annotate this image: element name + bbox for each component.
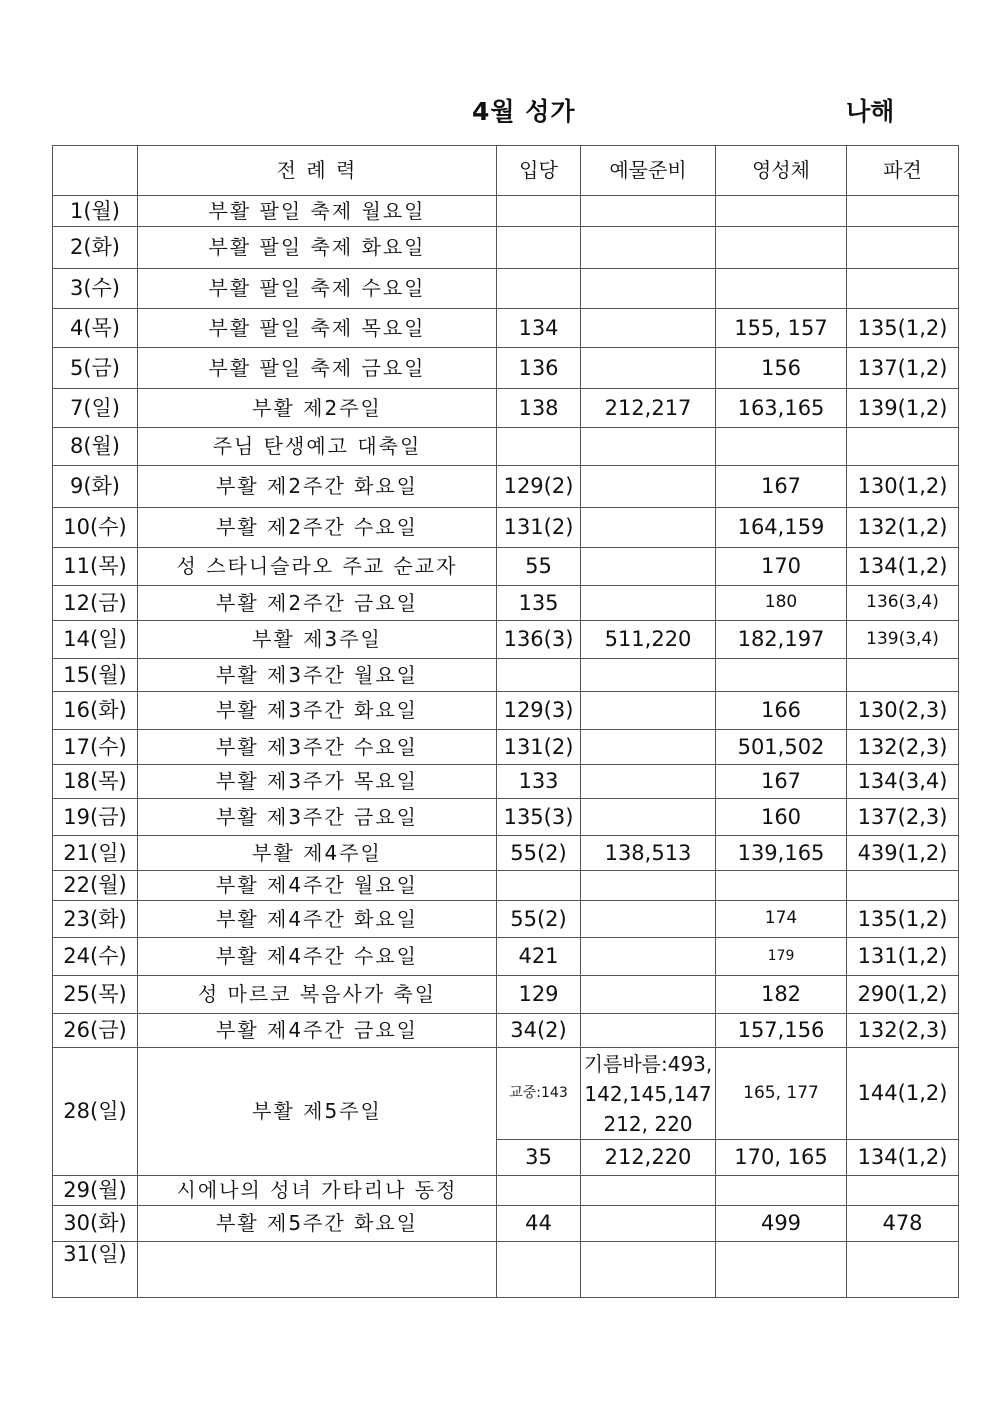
dismissal-cell: 478: [847, 1206, 959, 1242]
communion-cell: 182: [716, 976, 847, 1014]
entrance-cell: [497, 428, 581, 466]
entrance-cell: 55: [497, 548, 581, 586]
entrance-cell: 133: [497, 765, 581, 799]
entrance-cell: [497, 1242, 581, 1298]
dismissal-cell: 144(1,2): [847, 1048, 959, 1140]
liturgy-cell: 부활 제4주간 월요일: [138, 871, 497, 901]
communion-cell: [716, 659, 847, 692]
communion-cell: [716, 227, 847, 269]
table-row: [53, 836, 959, 871]
offertory-cell: [581, 1206, 716, 1242]
communion-cell: 167: [716, 765, 847, 799]
hymn-schedule-table: [52, 145, 959, 1298]
table-row: [53, 621, 959, 659]
dismissal-cell: [847, 871, 959, 901]
liturgy-cell: 부활 제3주간 화요일: [138, 692, 497, 730]
day-cell: 29(월): [53, 1176, 138, 1206]
offertory-cell: [581, 871, 716, 901]
dismissal-cell: 134(1,2): [847, 548, 959, 586]
liturgy-cell: 부활 제3주일: [138, 621, 497, 659]
offertory-cell: [581, 1014, 716, 1048]
table-row: [53, 196, 959, 227]
communion-cell: 501,502: [716, 730, 847, 765]
offertory-line: 142,145,147: [584, 1081, 712, 1106]
communion-cell: [716, 1242, 847, 1298]
day-cell: 23(화): [53, 901, 138, 938]
entrance-cell: [497, 196, 581, 227]
day-cell: 16(화): [53, 692, 138, 730]
day-cell: 10(수): [53, 508, 138, 548]
entrance-cell: 138: [497, 389, 581, 428]
liturgy-cell: 부활 제3주간 월요일: [138, 659, 497, 692]
liturgy-cell: 부활 제2주일: [138, 389, 497, 428]
offertory-cell: [581, 466, 716, 508]
liturgy-cell: 부활 팔일 축제 화요일: [138, 227, 497, 269]
communion-cell: [716, 428, 847, 466]
table-row: [53, 1206, 959, 1242]
dismissal-cell: [847, 428, 959, 466]
offertory-cell: [581, 269, 716, 309]
entrance-cell: [497, 659, 581, 692]
offertory-cell: [581, 799, 716, 836]
header-row: [53, 146, 959, 196]
entrance-cell: 131(2): [497, 730, 581, 765]
table-row: [53, 1048, 959, 1140]
liturgy-cell: 부활 팔일 축제 수요일: [138, 269, 497, 309]
communion-cell: 166: [716, 692, 847, 730]
day-cell: 26(금): [53, 1014, 138, 1048]
communion-cell: [716, 1176, 847, 1206]
communion-cell: 160: [716, 799, 847, 836]
communion-cell: 163,165: [716, 389, 847, 428]
offertory-cell: [581, 586, 716, 621]
table-row: [53, 871, 959, 901]
entrance-cell: 55(2): [497, 901, 581, 938]
table-row: [53, 428, 959, 466]
communion-cell: [716, 196, 847, 227]
liturgy-cell: 시에나의 성녀 가타리나 동정: [138, 1176, 497, 1206]
day-cell: 4(목): [53, 309, 138, 348]
table-row: [53, 692, 959, 730]
dismissal-cell: 139(1,2): [847, 389, 959, 428]
entrance-cell: 55(2): [497, 836, 581, 871]
communion-cell: [716, 871, 847, 901]
day-cell: 5(금): [53, 348, 138, 389]
entrance-cell: 34(2): [497, 1014, 581, 1048]
offertory-cell: [581, 730, 716, 765]
offertory-cell: [581, 227, 716, 269]
table-row: [53, 1242, 959, 1298]
col-header-dismissal: 파견: [847, 146, 959, 196]
day-cell: 30(화): [53, 1206, 138, 1242]
entrance-cell: 134: [497, 309, 581, 348]
entrance-cell: 129(3): [497, 692, 581, 730]
entrance-cell: [497, 1176, 581, 1206]
dismissal-cell: 130(2,3): [847, 692, 959, 730]
liturgy-cell: 성 마르코 복음사가 축일: [138, 976, 497, 1014]
table-row: [53, 508, 959, 548]
communion-cell: 174: [716, 901, 847, 938]
day-cell: 17(수): [53, 730, 138, 765]
offertory-cell: [581, 938, 716, 976]
communion-cell: 170, 165: [716, 1140, 847, 1176]
offertory-cell: [581, 309, 716, 348]
table-row: [53, 976, 959, 1014]
table-row: [53, 548, 959, 586]
day-cell: 3(수): [53, 269, 138, 309]
col-header-day: [53, 146, 138, 196]
table-row: [53, 938, 959, 976]
day-cell: 15(월): [53, 659, 138, 692]
entrance-cell: [497, 269, 581, 309]
offertory-cell: [581, 901, 716, 938]
table-row: [53, 730, 959, 765]
offertory-cell: [581, 508, 716, 548]
col-header-offertory: 예물준비: [581, 146, 716, 196]
table-row: [53, 901, 959, 938]
communion-cell: 179: [716, 938, 847, 976]
offertory-cell: [581, 1242, 716, 1298]
day-cell: 1(월): [53, 196, 138, 227]
offertory-cell: 511,220: [581, 621, 716, 659]
day-cell: 2(화): [53, 227, 138, 269]
liturgy-cell: 부활 제4주일: [138, 836, 497, 871]
dismissal-cell: 137(1,2): [847, 348, 959, 389]
liturgy-cell: 성 스타니슬라오 주교 순교자: [138, 548, 497, 586]
communion-cell: 182,197: [716, 621, 847, 659]
dismissal-cell: 132(1,2): [847, 508, 959, 548]
dismissal-cell: [847, 227, 959, 269]
entrance-cell: 135: [497, 586, 581, 621]
liturgy-cell: 부활 제3주간 금요일: [138, 799, 497, 836]
liturgy-cell: 부활 제2주간 화요일: [138, 466, 497, 508]
offertory-cell: [581, 659, 716, 692]
dismissal-cell: [847, 1176, 959, 1206]
liturgical-year: 나해: [846, 97, 895, 126]
table-row: [53, 1176, 959, 1206]
day-cell: 28(일): [53, 1048, 138, 1176]
dismissal-cell: 132(2,3): [847, 730, 959, 765]
communion-cell: 156: [716, 348, 847, 389]
entrance-cell: 421: [497, 938, 581, 976]
dismissal-cell: 136(3,4): [847, 586, 959, 621]
table-row: [53, 269, 959, 309]
dismissal-cell: 131(1,2): [847, 938, 959, 976]
entrance-cell: 35: [497, 1140, 581, 1176]
offertory-line: 212, 220: [603, 1111, 693, 1136]
day-cell: 18(목): [53, 765, 138, 799]
communion-cell: 157,156: [716, 1014, 847, 1048]
liturgy-cell: 부활 제2주간 수요일: [138, 508, 497, 548]
liturgy-cell: 부활 제2주간 금요일: [138, 586, 497, 621]
dismissal-cell: 135(1,2): [847, 309, 959, 348]
liturgy-cell: 부활 제4주간 수요일: [138, 938, 497, 976]
dismissal-cell: 139(3,4): [847, 621, 959, 659]
offertory-cell: [581, 765, 716, 799]
day-cell: 12(금): [53, 586, 138, 621]
liturgy-cell: 부활 팔일 축제 목요일: [138, 309, 497, 348]
day-cell: 24(수): [53, 938, 138, 976]
entrance-cell: 129: [497, 976, 581, 1014]
offertory-cell: 212,217: [581, 389, 716, 428]
offertory-cell: [581, 976, 716, 1014]
offertory-cell: [581, 548, 716, 586]
entrance-cell: [497, 227, 581, 269]
dismissal-cell: [847, 196, 959, 227]
communion-cell: 139,165: [716, 836, 847, 871]
dismissal-cell: [847, 1242, 959, 1298]
table-row: [53, 466, 959, 508]
day-cell: 8(월): [53, 428, 138, 466]
dismissal-cell: [847, 269, 959, 309]
offertory-line: 기름바름:493,: [583, 1051, 713, 1076]
dismissal-cell: 439(1,2): [847, 836, 959, 871]
communion-cell: 180: [716, 586, 847, 621]
communion-cell: [716, 269, 847, 309]
entrance-cell: 교중:143: [497, 1048, 581, 1140]
entrance-cell: 44: [497, 1206, 581, 1242]
table-row: [53, 227, 959, 269]
day-cell: 19(금): [53, 799, 138, 836]
liturgy-cell: 부활 제5주간 화요일: [138, 1206, 497, 1242]
day-cell: 31(일): [53, 1242, 138, 1298]
col-header-entrance: 입당: [497, 146, 581, 196]
day-cell: 11(목): [53, 548, 138, 586]
entrance-cell: 129(2): [497, 466, 581, 508]
table-row: [53, 799, 959, 836]
offertory-cell: 138,513: [581, 836, 716, 871]
entrance-cell: [497, 871, 581, 901]
offertory-cell: [581, 692, 716, 730]
day-cell: 21(일): [53, 836, 138, 871]
day-cell: 25(목): [53, 976, 138, 1014]
entrance-cell: 136: [497, 348, 581, 389]
dismissal-cell: 290(1,2): [847, 976, 959, 1014]
col-header-communion: 영성체: [716, 146, 847, 196]
dismissal-cell: 130(1,2): [847, 466, 959, 508]
day-cell: 14(일): [53, 621, 138, 659]
entrance-cell: 136(3): [497, 621, 581, 659]
communion-cell: 167: [716, 466, 847, 508]
communion-cell: 155, 157: [716, 309, 847, 348]
communion-cell: 499: [716, 1206, 847, 1242]
table-row: [53, 348, 959, 389]
table-row: [53, 586, 959, 621]
entrance-cell: 135(3): [497, 799, 581, 836]
dismissal-cell: 135(1,2): [847, 901, 959, 938]
offertory-cell: 212,220: [581, 1140, 716, 1176]
liturgy-cell: [138, 1242, 497, 1298]
day-cell: 22(월): [53, 871, 138, 901]
communion-cell: 165, 177: [716, 1048, 847, 1140]
col-header-liturgy: 전 례 력: [138, 146, 497, 196]
liturgy-cell: 부활 팔일 축제 월요일: [138, 196, 497, 227]
offertory-cell: [581, 196, 716, 227]
offertory-cell: [581, 1176, 716, 1206]
table-row: [53, 389, 959, 428]
dismissal-cell: 134(1,2): [847, 1140, 959, 1176]
day-cell: 7(일): [53, 389, 138, 428]
liturgy-cell: 부활 팔일 축제 금요일: [138, 348, 497, 389]
offertory-cell: [581, 348, 716, 389]
liturgy-cell: 부활 제3주간 수요일: [138, 730, 497, 765]
entrance-cell: 131(2): [497, 508, 581, 548]
liturgy-cell: 부활 제3주가 목요일: [138, 765, 497, 799]
dismissal-cell: 137(2,3): [847, 799, 959, 836]
table-row: [53, 1014, 959, 1048]
liturgy-cell: 부활 제4주간 화요일: [138, 901, 497, 938]
offertory-cell: [581, 428, 716, 466]
day-cell: 9(화): [53, 466, 138, 508]
communion-cell: 170: [716, 548, 847, 586]
offertory-cell: [581, 1048, 716, 1140]
liturgy-cell: 부활 제5주일: [138, 1048, 497, 1176]
dismissal-cell: 134(3,4): [847, 765, 959, 799]
table-row: [53, 659, 959, 692]
table-row: [53, 765, 959, 799]
dismissal-cell: 132(2,3): [847, 1014, 959, 1048]
liturgy-cell: 부활 제4주간 금요일: [138, 1014, 497, 1048]
dismissal-cell: [847, 659, 959, 692]
page-title: 4월 성가: [472, 97, 576, 126]
table-row: [53, 309, 959, 348]
liturgy-cell: 주님 탄생예고 대축일: [138, 428, 497, 466]
communion-cell: 164,159: [716, 508, 847, 548]
